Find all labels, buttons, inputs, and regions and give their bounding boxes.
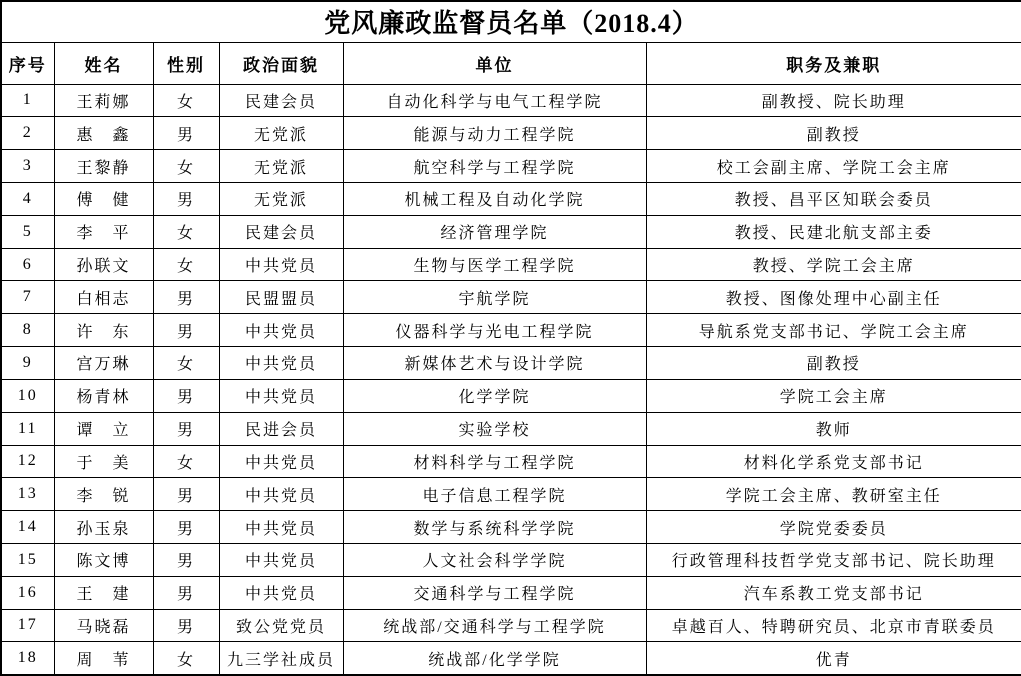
- cell-unit: 统战部/化学学院: [343, 642, 646, 675]
- cell-gender: 男: [153, 412, 219, 445]
- cell-gender: 男: [153, 314, 219, 347]
- cell-serial-number: 11: [1, 412, 54, 445]
- cell-gender: 男: [153, 543, 219, 576]
- table-row: [1, 150, 1021, 183]
- cell-gender: 男: [153, 183, 219, 216]
- cell-gender: 男: [153, 379, 219, 412]
- cell-political-status: 中共党员: [219, 379, 343, 412]
- cell-unit: 自动化科学与电气工程学院: [343, 84, 646, 117]
- cell-serial-number: 5: [1, 215, 54, 248]
- cell-serial-number: 3: [1, 150, 54, 183]
- column-header-name: 姓名: [54, 42, 153, 84]
- table-row: [1, 445, 1021, 478]
- cell-serial-number: 13: [1, 478, 54, 511]
- cell-political-status: 民建会员: [219, 84, 343, 117]
- cell-serial-number: 9: [1, 347, 54, 380]
- cell-serial-number: 2: [1, 117, 54, 150]
- table-row: [1, 511, 1021, 544]
- cell-serial-number: 15: [1, 543, 54, 576]
- cell-duty: 材料化学系党支部书记: [646, 445, 1021, 478]
- cell-name: 陈文博: [54, 543, 153, 576]
- cell-duty: 学院工会主席、教研室主任: [646, 478, 1021, 511]
- cell-political-status: 中共党员: [219, 543, 343, 576]
- cell-unit: 新媒体艺术与设计学院: [343, 347, 646, 380]
- cell-political-status: 中共党员: [219, 314, 343, 347]
- table-row: [1, 609, 1021, 642]
- cell-duty: 卓越百人、特聘研究员、北京市青联委员: [646, 609, 1021, 642]
- cell-gender: 女: [153, 642, 219, 675]
- cell-political-status: 中共党员: [219, 347, 343, 380]
- cell-gender: 女: [153, 248, 219, 281]
- cell-serial-number: 1: [1, 84, 54, 117]
- cell-serial-number: 7: [1, 281, 54, 314]
- cell-unit: 宇航学院: [343, 281, 646, 314]
- cell-unit: 化学学院: [343, 379, 646, 412]
- cell-name: 白相志: [54, 281, 153, 314]
- cell-serial-number: 6: [1, 248, 54, 281]
- title-cell: [1, 1, 1021, 42]
- cell-name: 谭 立: [54, 412, 153, 445]
- table-row: [1, 183, 1021, 216]
- cell-unit: 数学与系统科学学院: [343, 511, 646, 544]
- cell-gender: 女: [153, 347, 219, 380]
- cell-unit: 人文社会科学学院: [343, 543, 646, 576]
- cell-political-status: 无党派: [219, 150, 343, 183]
- cell-name: 王 建: [54, 576, 153, 609]
- cell-name: 王黎静: [54, 150, 153, 183]
- column-header-party: 政治面貌: [219, 42, 343, 84]
- cell-political-status: 中共党员: [219, 576, 343, 609]
- cell-name: 惠 鑫: [54, 117, 153, 150]
- cell-political-status: 民盟盟员: [219, 281, 343, 314]
- cell-duty: 教师: [646, 412, 1021, 445]
- cell-duty: 学院工会主席: [646, 379, 1021, 412]
- cell-name: 杨青林: [54, 379, 153, 412]
- cell-gender: 男: [153, 576, 219, 609]
- cell-political-status: 中共党员: [219, 478, 343, 511]
- cell-name: 李 平: [54, 215, 153, 248]
- title-row: [1, 1, 1021, 42]
- cell-name: 孙玉泉: [54, 511, 153, 544]
- cell-duty: 学院党委委员: [646, 511, 1021, 544]
- cell-duty: 教授、学院工会主席: [646, 248, 1021, 281]
- cell-name: 王莉娜: [54, 84, 153, 117]
- table-row: [1, 314, 1021, 347]
- cell-gender: 男: [153, 511, 219, 544]
- cell-political-status: 无党派: [219, 183, 343, 216]
- cell-name: 于 美: [54, 445, 153, 478]
- table-row: [1, 281, 1021, 314]
- cell-gender: 男: [153, 117, 219, 150]
- cell-duty: 校工会副主席、学院工会主席: [646, 150, 1021, 183]
- cell-duty: 优青: [646, 642, 1021, 675]
- cell-serial-number: 12: [1, 445, 54, 478]
- cell-gender: 男: [153, 609, 219, 642]
- table-row: [1, 379, 1021, 412]
- table-row: [1, 576, 1021, 609]
- cell-unit: 电子信息工程学院: [343, 478, 646, 511]
- cell-serial-number: 17: [1, 609, 54, 642]
- cell-gender: 男: [153, 281, 219, 314]
- table-row: [1, 478, 1021, 511]
- cell-unit: 材料科学与工程学院: [343, 445, 646, 478]
- cell-political-status: 致公党党员: [219, 609, 343, 642]
- table-row: [1, 543, 1021, 576]
- cell-serial-number: 16: [1, 576, 54, 609]
- table-row: [1, 248, 1021, 281]
- cell-serial-number: 14: [1, 511, 54, 544]
- cell-duty: 教授、昌平区知联会委员: [646, 183, 1021, 216]
- cell-political-status: 民进会员: [219, 412, 343, 445]
- cell-name: 李 锐: [54, 478, 153, 511]
- cell-name: 孙联文: [54, 248, 153, 281]
- cell-unit: 统战部/交通科学与工程学院: [343, 609, 646, 642]
- cell-gender: 女: [153, 215, 219, 248]
- column-header-unit: 单位: [343, 42, 646, 84]
- page-title: 党风廉政监督员名单（2018.4）: [324, 9, 699, 39]
- cell-name: 马晓磊: [54, 609, 153, 642]
- cell-name: 傅 健: [54, 183, 153, 216]
- cell-political-status: 中共党员: [219, 445, 343, 478]
- cell-unit: 能源与动力工程学院: [343, 117, 646, 150]
- cell-unit: 机械工程及自动化学院: [343, 183, 646, 216]
- column-header-duty: 职务及兼职: [646, 42, 1021, 84]
- cell-serial-number: 10: [1, 379, 54, 412]
- cell-political-status: 民建会员: [219, 215, 343, 248]
- cell-unit: 航空科学与工程学院: [343, 150, 646, 183]
- cell-unit: 交通科学与工程学院: [343, 576, 646, 609]
- cell-duty: 副教授、院长助理: [646, 84, 1021, 117]
- table-row: [1, 84, 1021, 117]
- cell-duty: 教授、民建北航支部主委: [646, 215, 1021, 248]
- cell-duty: 教授、图像处理中心副主任: [646, 281, 1021, 314]
- table-row: [1, 117, 1021, 150]
- cell-gender: 男: [153, 478, 219, 511]
- column-header-gender: 性别: [153, 42, 219, 84]
- cell-serial-number: 18: [1, 642, 54, 675]
- table-row: [1, 642, 1021, 675]
- cell-serial-number: 4: [1, 183, 54, 216]
- cell-political-status: 中共党员: [219, 511, 343, 544]
- table-row: [1, 215, 1021, 248]
- column-header-no: 序号: [1, 42, 54, 84]
- cell-name: 许 东: [54, 314, 153, 347]
- cell-gender: 女: [153, 445, 219, 478]
- table-header-row: [1, 42, 1021, 84]
- cell-political-status: 无党派: [219, 117, 343, 150]
- cell-gender: 女: [153, 84, 219, 117]
- cell-political-status: 中共党员: [219, 248, 343, 281]
- cell-serial-number: 8: [1, 314, 54, 347]
- cell-unit: 实验学校: [343, 412, 646, 445]
- cell-duty: 汽车系教工党支部书记: [646, 576, 1021, 609]
- cell-unit: 仪器科学与光电工程学院: [343, 314, 646, 347]
- table-row: [1, 347, 1021, 380]
- cell-unit: 经济管理学院: [343, 215, 646, 248]
- table-row: [1, 412, 1021, 445]
- cell-duty: 副教授: [646, 347, 1021, 380]
- cell-name: 宫万琳: [54, 347, 153, 380]
- cell-duty: 行政管理科技哲学党支部书记、院长助理: [646, 543, 1021, 576]
- cell-unit: 生物与医学工程学院: [343, 248, 646, 281]
- cell-name: 周 苇: [54, 642, 153, 675]
- cell-duty: 副教授: [646, 117, 1021, 150]
- cell-gender: 女: [153, 150, 219, 183]
- cell-duty: 导航系党支部书记、学院工会主席: [646, 314, 1021, 347]
- cell-political-status: 九三学社成员: [219, 642, 343, 675]
